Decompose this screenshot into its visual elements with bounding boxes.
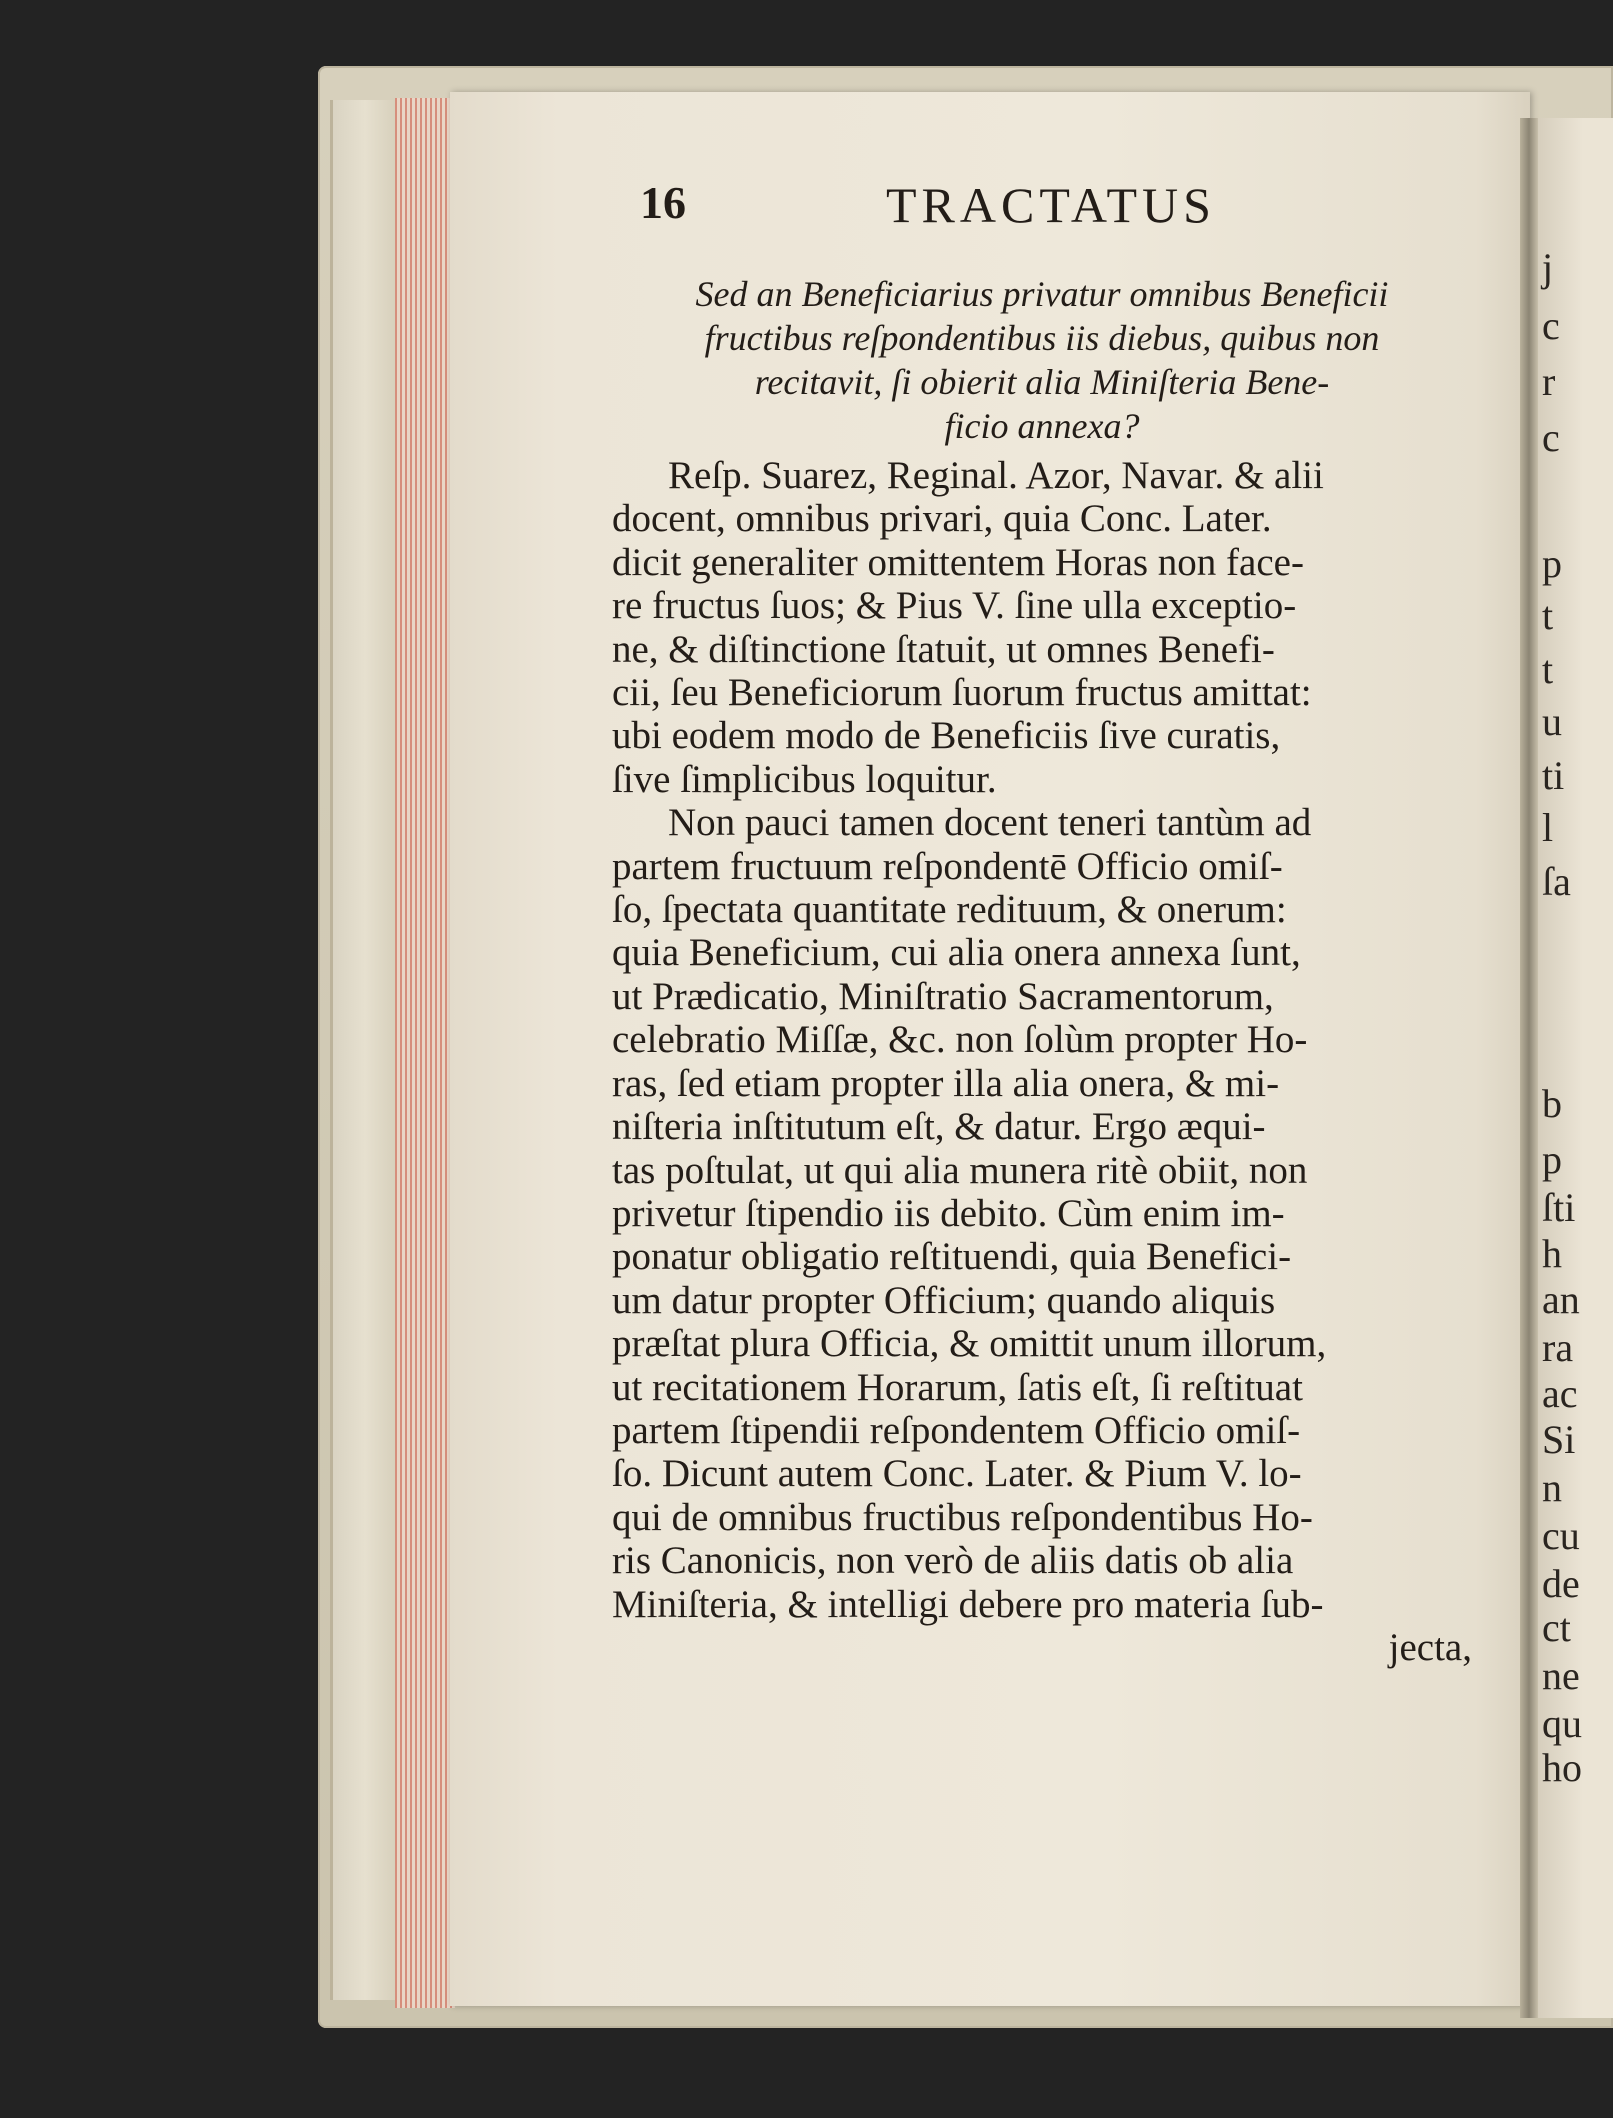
running-head — [640, 176, 1240, 236]
facing-fragment: b — [1542, 1081, 1562, 1126]
text-line: qui de omnibus fructibus reſpondentibus Ho- — [612, 1495, 1313, 1539]
facing-fragment: ra — [1542, 1325, 1574, 1370]
text-line: Miniſteria, & intelligi debere pro materia ſub- — [612, 1582, 1324, 1626]
text-line: ponatur obligatio reſtituendi, quia Benefici- — [612, 1235, 1292, 1279]
page-edges — [395, 98, 455, 2008]
facing-fragment: ſa — [1542, 859, 1571, 904]
text-line: docent, omnibus privari, quia Conc. Later. — [612, 497, 1272, 541]
text-line: præſtat plura Officia, & omittit unum illorum, — [612, 1322, 1327, 1366]
text-line: ut recitationem Horarum, ſatis eſt, ſi reſtituat — [612, 1365, 1303, 1409]
text-line: Reſp. Suarez, Reginal. Azor, Navar. & alii — [668, 454, 1324, 497]
facing-fragment: ne — [1542, 1653, 1580, 1698]
facing-fragment: p — [1542, 541, 1562, 586]
text-line: Non pauci tamen docent teneri tantùm ad — [668, 801, 1312, 845]
facing-fragment: c — [1542, 415, 1560, 460]
question-heading — [612, 272, 1472, 448]
facing-fragment: l — [1542, 805, 1554, 850]
facing-page — [1538, 118, 1613, 2018]
text-line: celebratio Miſſæ, &c. non ſolùm propter Ho- — [612, 1018, 1308, 1062]
facing-fragment: ti — [1542, 753, 1565, 798]
facing-fragment: an — [1542, 1277, 1580, 1322]
question-line: Sed an Beneficiarius privatur omnibus Beneficii — [695, 274, 1389, 314]
text-line: re fructus ſuos; & Pius V. ſine ulla exceptio- — [612, 584, 1297, 628]
catchword: jecta, — [1388, 1625, 1472, 1669]
facing-fragment: de — [1542, 1561, 1580, 1606]
text-line: privetur ſtipendio iis debito. Cùm enim im- — [612, 1191, 1285, 1235]
facing-fragment: c — [1542, 303, 1560, 348]
text-line: quia Beneficium, cui alia onera annexa ſunt, — [612, 931, 1301, 975]
facing-fragment: t — [1542, 647, 1554, 692]
facing-fragment: j — [1542, 245, 1554, 290]
text-line: ris Canonicis, non verò de aliis datis ob alia — [612, 1539, 1294, 1583]
question-line: recitavit, ſi obierit alia Miniſteria Bene- — [754, 362, 1330, 402]
text-line: partem fructuum reſpondentē Officio omiſ- — [612, 844, 1283, 888]
facing-fragment: ct — [1542, 1605, 1571, 1650]
facing-fragment: r — [1542, 359, 1556, 404]
text-line: cii, ſeu Beneficiorum ſuorum fructus amittat: — [612, 671, 1312, 715]
text-line: tas poſtulat, ut qui alia munera ritè obiit, non — [612, 1148, 1308, 1192]
body-text — [612, 454, 1472, 1669]
facing-fragment: ho — [1542, 1745, 1582, 1790]
facing-fragment: qu — [1542, 1701, 1582, 1746]
page-number: 16 — [640, 177, 686, 228]
book-gutter — [1520, 118, 1538, 2018]
text-line: ne, & diſtinctione ſtatuit, ut omnes Benefi- — [612, 627, 1275, 671]
text-line: ubi eodem modo de Beneficiis ſive curatis, — [612, 714, 1281, 758]
facing-fragment: cu — [1542, 1513, 1580, 1558]
text-line: ſo, ſpectata quantitate redituum, & onerum: — [612, 888, 1287, 932]
facing-fragment: ac — [1542, 1371, 1578, 1416]
question-line: ficio annexa? — [944, 406, 1140, 446]
text-line: partem ſtipendii reſpondentem Officio omiſ- — [612, 1408, 1301, 1452]
text-line: dicit generaliter omittentem Horas non face- — [612, 540, 1304, 584]
facing-fragment: u — [1542, 699, 1562, 744]
text-line: niſteria inſtitutum eſt, & datur. Ergo æqui- — [612, 1105, 1266, 1149]
text-line: ras, ſed etiam propter illa alia onera, & mi- — [612, 1061, 1280, 1105]
text-line: ut Prædicatio, Miniſtratio Sacramentorum, — [612, 974, 1274, 1018]
facing-fragment: Si — [1542, 1417, 1576, 1462]
facing-fragment: ſti — [1542, 1185, 1576, 1230]
facing-fragment: t — [1542, 593, 1554, 638]
text-line: ſive ſimplicibus loquitur. — [612, 757, 997, 801]
text-line: ſo. Dicunt autem Conc. Later. & Pium V. lo- — [612, 1452, 1302, 1496]
text-block — [612, 272, 1472, 1669]
facing-fragment: p — [1542, 1137, 1562, 1182]
facing-fragment: h — [1542, 1231, 1562, 1276]
facing-fragment: n — [1542, 1465, 1562, 1510]
question-line: fructibus reſpondentibus iis diebus, quibus non — [704, 318, 1380, 358]
text-line: um datur propter Officium; quando aliquis — [612, 1278, 1276, 1322]
running-title: TRACTATUS — [886, 177, 1216, 233]
